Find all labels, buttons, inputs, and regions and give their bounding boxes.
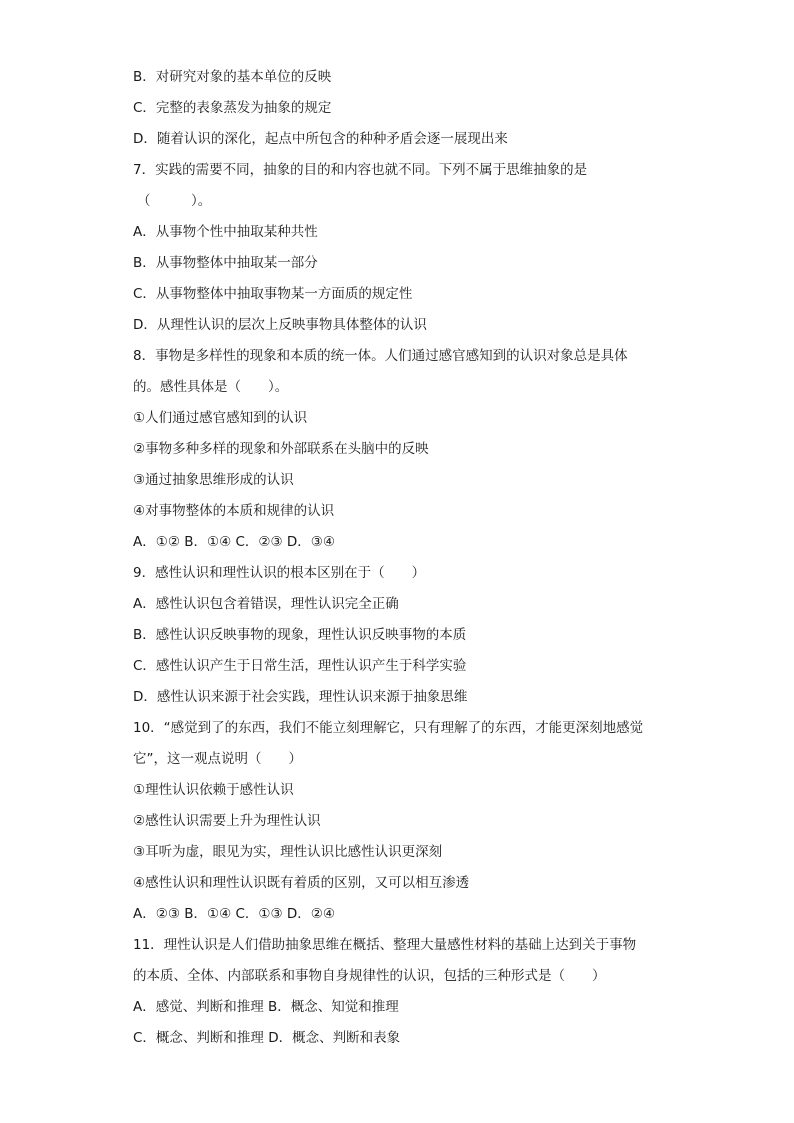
option-line: C．感性认识产生于日常生活，理性认识产生于科学实验 <box>133 658 467 674</box>
answer-options-line: A．感觉、判断和推理 B．概念、知觉和推理 <box>133 999 399 1015</box>
statement-line: ②感性认识需要上升为理性认识 <box>133 813 321 829</box>
option-line: B．对研究对象的基本单位的反映 <box>133 69 332 85</box>
answer-options-line: A．②③ B．①④ C．①③ D．②④ <box>133 906 336 922</box>
statement-line: ②事物多种多样的现象和外部联系在头脑中的反映 <box>133 441 429 457</box>
option-line: D．感性认识来源于社会实践，理性认识来源于抽象思维 <box>133 689 468 705</box>
option-line: D．随着认识的深化，起点中所包含的种种矛盾会逐一展现出来 <box>133 131 508 147</box>
statement-line: ③耳听为虚，眼见为实，理性认识比感性认识更深刻 <box>133 844 443 860</box>
answer-options-line: C．概念、判断和推理 D．概念、判断和表象 <box>133 1030 401 1046</box>
statement-line: ③通过抽象思维形成的认识 <box>133 472 294 488</box>
statement-line: ④感性认识和理性认识既有着质的区别，又可以相互渗透 <box>133 875 470 891</box>
option-line: D．从理性认识的层次上反映事物具体整体的认识 <box>133 317 427 333</box>
question-11-stem: 11．理性认识是人们借助抽象思维在概括、整理大量感性材料的基础上达到关于事物 <box>133 937 637 953</box>
option-line: B．感性认识反映事物的现象，理性认识反映事物的本质 <box>133 627 467 643</box>
option-line: B．从事物整体中抽取某一部分 <box>133 255 318 271</box>
option-line: A．从事物个性中抽取某种共性 <box>133 224 318 240</box>
statement-line: ④对事物整体的本质和规律的认识 <box>133 503 335 519</box>
statement-line: ①理性认识依赖于感性认识 <box>133 782 294 798</box>
question-text-block <box>133 62 673 1054</box>
question-8-stem-cont: 的。感性具体是（ ）。 <box>133 379 289 395</box>
answer-options-line: A．①② B．①④ C．②③ D．③④ <box>133 534 336 550</box>
question-8-stem: 8．事物是多样性的现象和本质的统一体。人们通过感官感知到的认识对象总是具体 <box>133 348 628 364</box>
question-7-blank: （ ）。 <box>137 193 212 209</box>
option-line: C．完整的表象蒸发为抽象的规定 <box>133 100 332 116</box>
question-10-stem-cont: 它”，这一观点说明（ ） <box>133 751 302 767</box>
statement-line: ①人们通过感官感知到的认识 <box>133 410 308 426</box>
question-10-stem: 10．“感觉到了的东西，我们不能立刻理解它，只有理解了的东西，才能更深刻地感觉 <box>133 720 644 736</box>
question-7-stem: 7．实践的需要不同，抽象的目的和内容也就不同。下列不属于思维抽象的是 <box>133 162 588 178</box>
option-line: A．感性认识包含着错误，理性认识完全正确 <box>133 596 399 612</box>
question-9-stem: 9．感性认识和理性认识的根本区别在于（ ） <box>133 565 426 581</box>
question-11-stem-cont: 的本质、全体、内部联系和事物自身规律性的认识，包括的三种形式是（ ） <box>133 968 606 984</box>
option-line: C．从事物整体中抽取事物某一方面质的规定性 <box>133 286 413 302</box>
